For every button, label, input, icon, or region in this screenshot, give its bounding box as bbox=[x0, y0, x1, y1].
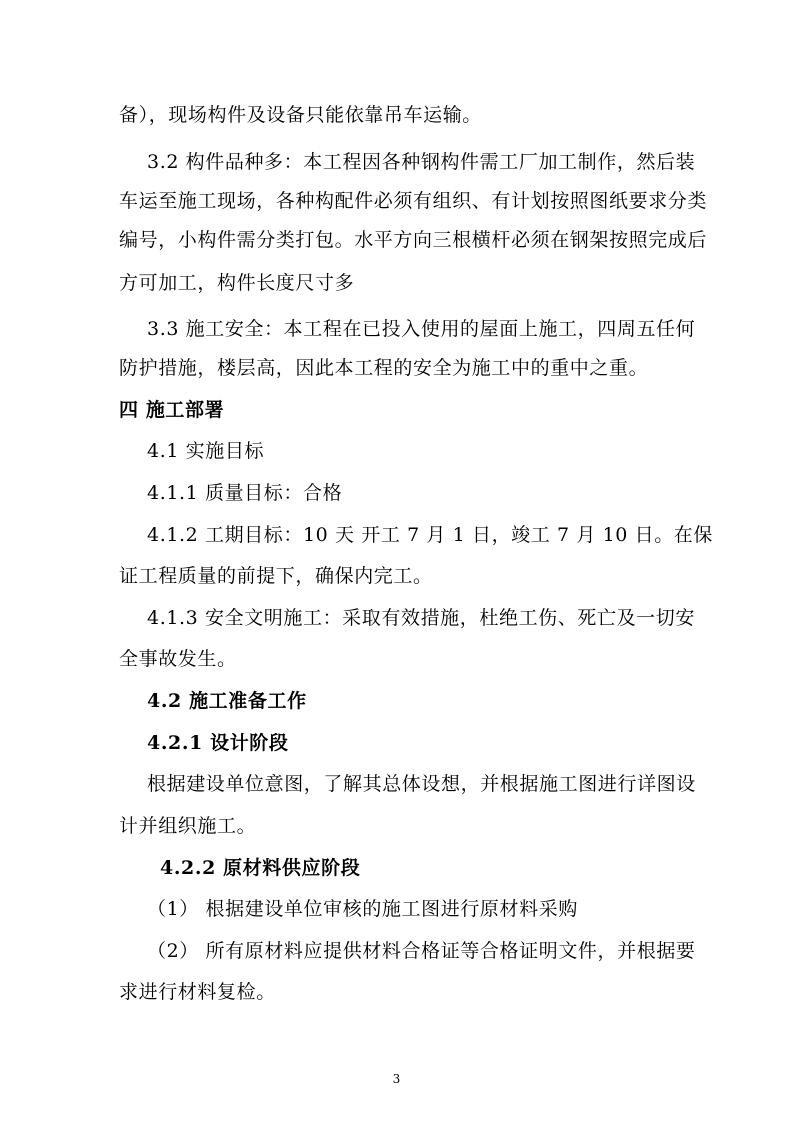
subsection-heading: 4.2 施工准备工作 bbox=[147, 690, 307, 712]
paragraph-line: 备），现场构件及设备只能依靠吊车运输。 bbox=[119, 104, 482, 126]
paragraph-line: 全事故发生。 bbox=[119, 648, 237, 670]
sub-subsection-heading: 4.2.1 设计阶段 bbox=[147, 732, 289, 754]
sub-subsection-heading: 4.2.2 原材料供应阶段 bbox=[160, 857, 361, 879]
subsection-item: 4.1.1 质量目标：合格 bbox=[147, 482, 343, 504]
section-3-2-line: 3.2 构件品种多：本工程因各种钢构件需工厂加工制作，然后装 bbox=[147, 151, 696, 173]
subsection-heading: 4.1 实施目标 bbox=[147, 440, 265, 462]
paragraph-line: 车运至施工现场，各种构配件必须有组织、有计划按照图纸要求分类 bbox=[119, 190, 708, 212]
page-number: 3 bbox=[392, 1072, 401, 1086]
section-3-3-line: 3.3 施工安全：本工程在已投入使用的屋面上施工，四周五任何 bbox=[147, 318, 696, 340]
chapter-heading: 四 施工部署 bbox=[119, 399, 225, 421]
paragraph-line: 求进行材料复检。 bbox=[119, 981, 276, 1003]
list-item: （1） 根据建设单位审核的施工图进行原材料采购 bbox=[147, 898, 578, 920]
paragraph-line: 根据建设单位意图，了解其总体设想，并根据施工图进行详图设 bbox=[147, 773, 696, 795]
subsection-item: 4.1.3 安全文明施工：采取有效措施，杜绝工伤、死亡及一切安 bbox=[147, 607, 695, 629]
paragraph-line: 防护措施，楼层高，因此本工程的安全为施工中的重中之重。 bbox=[119, 357, 649, 379]
paragraph-line: 证工程质量的前提下，确保内完工。 bbox=[119, 565, 433, 587]
list-item: （2） 所有原材料应提供材料合格证等合格证明文件，并根据要 bbox=[147, 940, 696, 962]
paragraph-line: 计并组织施工。 bbox=[119, 815, 257, 837]
paragraph-line: 编号，小构件需分类打包。水平方向三根横杆必须在钢架按照完成后 bbox=[119, 229, 708, 251]
subsection-item: 4.1.2 工期目标：10 天 开工 7 月 1 日，竣工 7 月 10 日。在保 bbox=[147, 524, 713, 546]
paragraph-line: 方可加工，构件长度尺寸多 bbox=[119, 272, 355, 294]
